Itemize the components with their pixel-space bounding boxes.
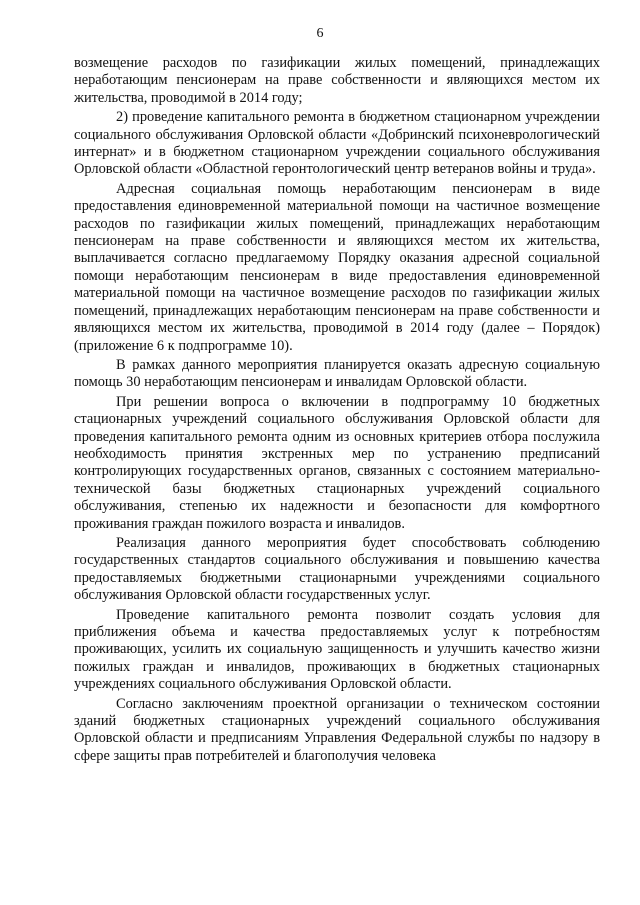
paragraph-address-assistance: Адресная социальная помощь неработающим пенсионерам в виде предоставления единовременной материальной помощи на частичное возмещение расходов по газификации жилых помещений, принадлежащих неработающим пенсионерам на праве собственности и являющихся местом их жительства, выплачивается согласно предлагаемому Порядку оказания адресной социальной помощи неработающим пенсионерам в виде предоставления единовременной материальной помощи на частичное возмещение расходов по газификации жилых помещений, принадлежащих неработающим пенсионерам на праве собственности и являющихся местом их жительства, проводимой в 2014 году (далее – Порядок) (приложение 6 к подпрограмме 10).: [74, 180, 600, 354]
paragraph-selection-criteria: При решении вопроса о включении в подпрограмму 10 бюджетных стационарных учреждений социального обслуживания Орловской области для проведения капитального ремонта одним из основных критериев отбора послужила необходимость принятия экстренных мер по устранению предписаний контролирующих государственных органов, связанных с состоянием материально-технической базы бюджетных стационарных учреждений социального обслуживания, степенью их надежности и безопасности для комфортного проживания граждан пожилого возраста и инвалидов.: [74, 393, 600, 532]
paragraph-repair-benefits: Проведение капитального ремонта позволит создать условия для приближения объема и качества предоставляемых услуг к потребностям проживающих, усилить их социальную защищенность и улучшить качество жизни пожилых граждан и инвалидов, проживающих в бюджетных стационарных учреждениях социального обслуживания Орловской области.: [74, 606, 600, 693]
paragraph-item-2: 2) проведение капитального ремонта в бюджетном стационарном учреждении социального обслуживания Орловской области «Добринский психоневрологический интернат» и в бюджетном стационарном учреждении социального обслуживания Орловской области «Областной геронтологический центр ветеранов войны и труда».: [74, 109, 600, 178]
document-body: [74, 55, 600, 767]
paragraph-continuation: возмещение расходов по газификации жилых помещений, принадлежащих неработающим пенсионерам на праве собственности и являющихся местом их жительства, проводимой в 2014 году;: [74, 55, 600, 106]
paragraph-planned-measure: В рамках данного мероприятия планируется оказать адресную социальную помощь 30 неработающим пенсионерам и инвалидам Орловской области.: [74, 356, 600, 391]
paragraph-implementation: Реализация данного мероприятия будет способствовать соблюдению государственных стандартов социального обслуживания и повышению качества предоставляемых бюджетными стационарными учреждениями социального обслуживания Орловской области государственных услуг.: [74, 534, 600, 604]
page-number: 6: [316, 26, 324, 41]
paragraph-technical-conclusions: Согласно заключениям проектной организации о техническом состоянии зданий бюджетных стационарных учреждений социального обслуживания Орловской области и предписаниям Управления Федеральной службы по надзору в сфере защиты прав потребителей и благополучия человека: [74, 695, 600, 764]
